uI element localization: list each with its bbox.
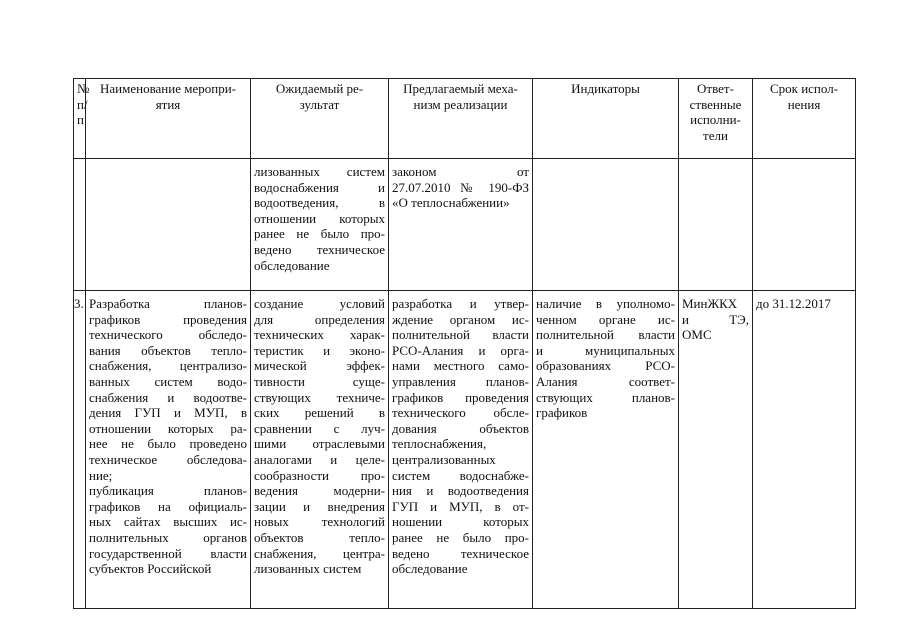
continuation-row (74, 159, 856, 291)
text-line: создание условий (254, 296, 385, 311)
text-line: нами местного само- (392, 358, 529, 374)
measures-table (73, 78, 856, 609)
text-line: водоотведения, в (254, 195, 385, 211)
cont-result-cell (251, 159, 389, 291)
text-line: дения ГУП и МУП, в (89, 405, 247, 421)
text-line: новых технологий (254, 514, 385, 530)
text-line: управления планов- (392, 373, 529, 389)
text-line: систем водоснабже- (392, 467, 529, 483)
text-line: нения (787, 96, 821, 112)
text-line: ношении которых (392, 514, 529, 530)
header-deadline (753, 79, 856, 159)
text-line: ятия (155, 96, 181, 112)
header-indicators (533, 79, 679, 159)
text-line: водоснабжения и (254, 179, 385, 195)
text-line: зультат (299, 96, 340, 112)
text-line: разработка и утвер- (392, 296, 529, 311)
text-line: ственные (689, 96, 742, 112)
text-line: 27.07.2010 № 190-ФЗ (392, 179, 529, 195)
text-line: вания объектов тепло- (89, 342, 247, 358)
text-line: Ответ- (697, 81, 734, 96)
text-line: тели (703, 127, 728, 143)
text-line: № (77, 81, 90, 96)
text-line: государственной власти (89, 545, 247, 561)
indicators-cell (533, 291, 679, 609)
expected-result-cell (251, 291, 389, 609)
text-line: полнительных органов (89, 529, 247, 545)
text-line: тивности суще- (254, 373, 385, 389)
text-line: публикация планов- (89, 483, 247, 499)
text-line: ведено техническое (392, 545, 529, 561)
text-line: снабжения, центра- (254, 545, 385, 561)
text-line: низм реализации (413, 96, 508, 112)
text-line: объектов тепло- (254, 529, 385, 545)
text-line: мической эффек- (254, 358, 385, 374)
text-line: Срок испол- (769, 81, 839, 96)
cont-num-cell (74, 159, 86, 291)
text-line: образованиях РСО- (536, 358, 675, 374)
header-mechanism (389, 79, 533, 159)
text-line: «О теплоснабжении» (392, 195, 510, 211)
text-line: графиков проведения (392, 389, 529, 405)
text-line: ведения модерни- (254, 483, 385, 499)
text-line: законом от (392, 164, 529, 179)
text-line: Наименование меропри- (100, 81, 236, 96)
text-line: аналогами и целе- (254, 451, 385, 467)
header-responsible (679, 79, 753, 159)
text-line: лизованных систем (254, 561, 362, 577)
text-line: и ТЭ, (682, 311, 749, 327)
deadline-cell: до 31.12.2017 (753, 291, 856, 609)
text-line: ждение органом ис- (392, 311, 529, 327)
text-line: Разработка планов- (89, 296, 247, 311)
text-line: снабжения и водоотве- (89, 389, 247, 405)
text-line: сообразности про- (254, 467, 385, 483)
text-line: шими отраслевыми (254, 436, 385, 452)
text-line: лизованных систем (254, 164, 385, 179)
text-line: субъектов Российской (89, 561, 212, 577)
text-line: ГУП и МУП, в от- (392, 498, 529, 514)
text-line: снабжения, централизо- (89, 358, 247, 374)
text-line: Индикаторы (571, 81, 640, 96)
text-line: технического обсле- (392, 405, 529, 421)
cont-indicators-cell (533, 159, 679, 291)
mechanism-cell (389, 291, 533, 609)
text-line: ранее не было про- (392, 529, 529, 545)
text-line: для определения (254, 311, 385, 327)
cont-responsible-cell (679, 159, 753, 291)
cont-deadline-cell (753, 159, 856, 291)
text-line: Предлагаемый меха- (403, 81, 518, 96)
cont-mechanism-cell (389, 159, 533, 291)
text-line: ванных систем водо- (89, 373, 247, 389)
text-line: наличие в уполномо- (536, 296, 675, 311)
text-line: графиков (536, 405, 588, 421)
header-row (74, 79, 856, 159)
text-line: ных сайтах высших ис- (89, 514, 247, 530)
text-line: ранее не было про- (254, 226, 385, 242)
text-line: ских решений в (254, 405, 385, 421)
text-line: исполни- (690, 112, 741, 128)
text-line: теплоснабжения, (392, 436, 487, 452)
text-line: полнительной власти (536, 327, 675, 343)
header-num (74, 79, 90, 159)
text-line: отношении которых (254, 210, 385, 226)
text-line: ченном органе ис- (536, 311, 675, 327)
text-line: дования объектов (392, 420, 529, 436)
text-line: ведено техническое (254, 241, 385, 257)
text-line: отношении которых ра- (89, 420, 247, 436)
text-line: технического обследо- (89, 327, 247, 343)
text-line: Алания соответ- (536, 373, 675, 389)
text-line: централизованных (392, 451, 496, 467)
text-line: МинЖКХ (682, 296, 738, 311)
text-line: и муниципальных (536, 342, 675, 358)
text-line: ние; (89, 467, 113, 483)
text-line: ОМС (682, 327, 712, 343)
text-line: сравнении с луч- (254, 420, 385, 436)
text-line: зации и внедрения (254, 498, 385, 514)
text-line: обследование (254, 257, 330, 273)
text-line: полнительной власти (392, 327, 529, 343)
cont-name-cell (86, 159, 251, 291)
text-line: ствующих техниче- (254, 389, 385, 405)
text-line: нее не было проведено (89, 436, 247, 452)
text-line: РСО-Алания и орга- (392, 342, 529, 358)
text-line: п/п (77, 96, 88, 128)
text-line: ствующих планов- (536, 389, 675, 405)
text-line: техническое обследова- (89, 451, 247, 467)
header-name (86, 79, 251, 159)
text-line: теристик и эконо- (254, 342, 385, 358)
measure-name-cell (86, 291, 251, 609)
row-number: 3. (74, 291, 86, 609)
responsible-cell (679, 291, 753, 609)
header-result (251, 79, 389, 159)
text-line: графиков проведения (89, 311, 247, 327)
table-row (74, 291, 856, 609)
text-line: ния и водоотведения (392, 483, 529, 499)
text-line: Ожидаемый ре- (275, 81, 364, 96)
text-line: графиков на официаль- (89, 498, 247, 514)
text-line: обследование (392, 561, 468, 577)
text-line: технических харак- (254, 327, 385, 343)
